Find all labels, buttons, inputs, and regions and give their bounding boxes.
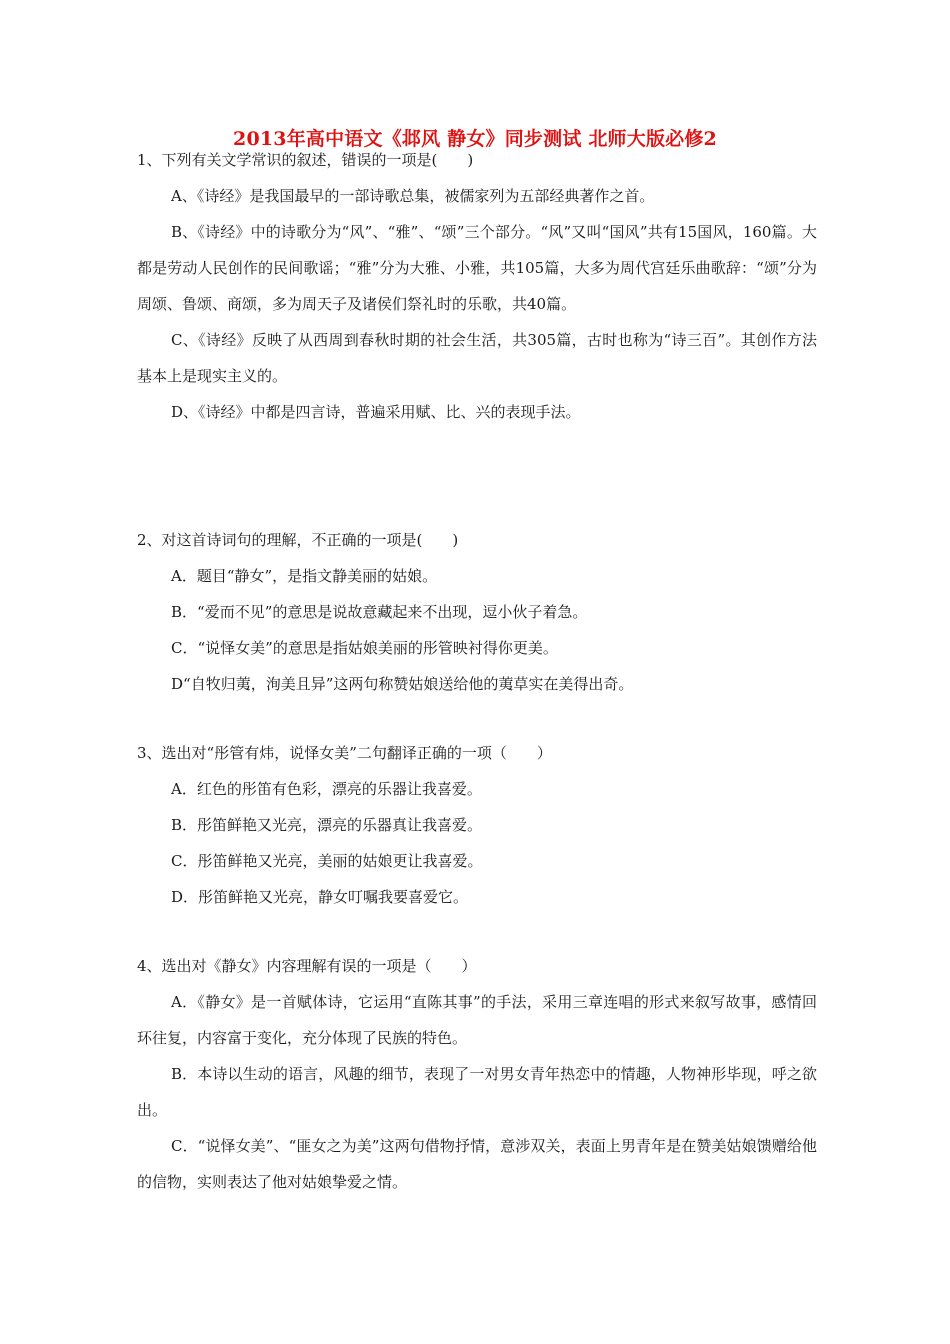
question-4-stem: 4、选出对《静女》内容理解有误的一项是（ ） [137, 957, 477, 975]
question-4-option-b: B．本诗以生动的语言，风趣的细节，表现了一对男女青年热恋中的情趣，人物神形毕现，呼之欲出。 [137, 1065, 817, 1119]
question-2-stem: 2、对这首诗词句的理解，不正确的一项是( ) [137, 531, 459, 549]
question-3-option-d: D．彤笛鲜艳又光亮，静女叮嘱我要喜爱它。 [171, 888, 469, 906]
question-3 [137, 735, 817, 915]
question-3-stem: 3、选出对“彤管有炜，说怿女美”二句翻译正确的一项（ ） [137, 744, 552, 762]
question-3-option-a: A．红色的彤笛有色彩，漂亮的乐器让我喜爱。 [171, 780, 482, 798]
question-1 [137, 142, 817, 430]
question-1-option-c: C、《诗经》反映了从西周到春秋时期的社会生活，共305篇，古时也称为“诗三百”。其创作方法基本上是现实主义的。 [137, 331, 817, 385]
document-title: 2013年高中语文《邶风 静女》同步测试 北师大版必修2 [233, 128, 717, 150]
question-2-option-d: D“自牧归荑，洵美且异”这两句称赞姑娘送给他的荑草实在美得出奇。 [171, 675, 634, 693]
question-1-stem: 1、下列有关文学常识的叙述，错误的一项是( ) [137, 151, 474, 169]
question-2-option-a: A．题目“静女”，是指文静美丽的姑娘。 [171, 567, 438, 585]
question-1-option-b: B、《诗经》中的诗歌分为“风”、“雅”、“颂”三个部分。“风”又叫“国风”共有15国风，160篇。大都是劳动人民创作的民间歌谣；“雅”分为大雅、小雅，共105篇，大多为周代宫廷乐曲歌辞：“颂”分为周颂、鲁颂、商颂，多为周天子及诸侯们祭礼时的乐歌，共40篇。 [137, 223, 817, 313]
question-4-option-c: C．“说怿女美”、“匪女之为美”这两句借物抒情，意涉双关，表面上男青年是在赞美姑娘馈赠给他的信物，实则表达了他对姑娘挚爱之情。 [137, 1137, 817, 1191]
question-4 [137, 948, 817, 1200]
question-2 [137, 522, 817, 702]
question-3-option-b: B．彤笛鲜艳又光亮，漂亮的乐器真让我喜爱。 [171, 816, 483, 834]
question-1-option-a: A、《诗经》是我国最早的一部诗歌总集，被儒家列为五部经典著作之首。 [171, 187, 655, 205]
question-3-option-c: C．彤笛鲜艳又光亮，美丽的姑娘更让我喜爱。 [171, 852, 483, 870]
question-4-option-a: A．《静女》是一首赋体诗，它运用“直陈其事”的手法，采用三章连唱的形式来叙写故事，感情回环往复，内容富于变化，充分体现了民族的特色。 [137, 993, 817, 1047]
question-2-option-b: B．“爱而不见”的意思是说故意藏起来不出现，逗小伙子着急。 [171, 603, 588, 621]
question-2-option-c: C．“说怿女美”的意思是指姑娘美丽的彤管映衬得你更美。 [171, 639, 558, 657]
question-1-option-d: D、《诗经》中都是四言诗，普遍采用赋、比、兴的表现手法。 [171, 403, 581, 421]
